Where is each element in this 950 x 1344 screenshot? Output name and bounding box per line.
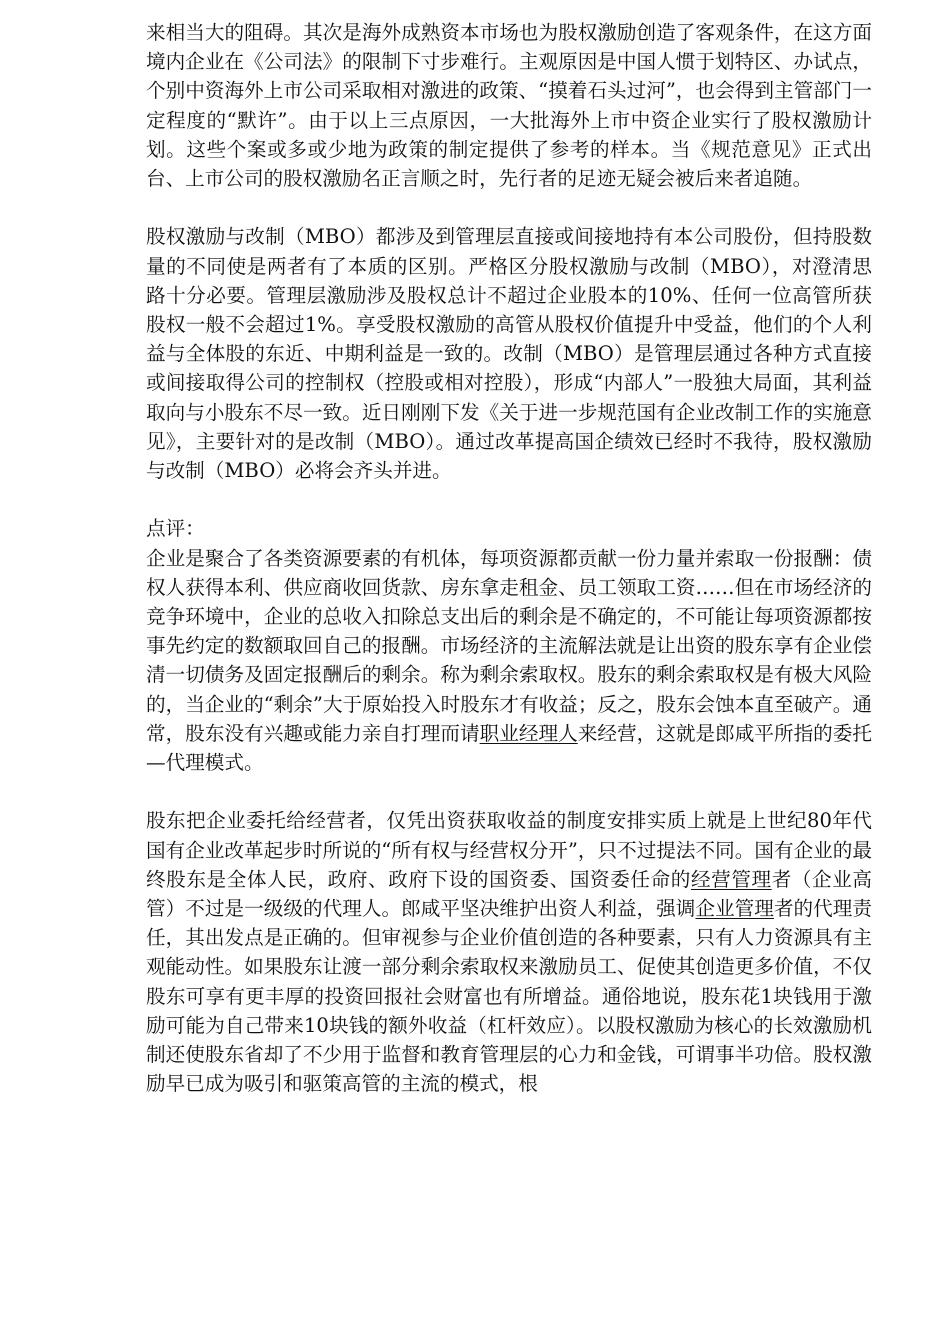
paragraph-text: 股东把企业委托给经营者，仅凭出资获取收益的制度安排实质上就是上世纪80年代国有企业改革起步时所说的“所有权与经营权分开”，只不过提法不同。国有企业的最终股东是全体人民，政府、政府下设的国资委、国资委任命的 [146,809,872,891]
paragraph-text: 来经营，这就是郎咸平所指的委托—代理模式。 [146,721,873,775]
link-business-management[interactable]: 经营管理 [690,867,772,891]
paragraph-text: 者（企业高管）不过是一级级的代理人。郎咸平坚决维护出资人利益，强调 [146,867,873,921]
paragraph-text: 者的代理责任，其出发点是正确的。但审视参与企业价值创造的各种要素，只有人力资源具有主观能动性。如果股东让渡一部分剩余索取权来激励员工、促使其创造更多价值，不仅股东可享有更丰厚的投资回报社会财富也有所增益。通俗地说，股东花1块钱用于激励可能为自己带来10块钱的额外收益（杠杆效应）。以股权激励为核心的长效激励机制还使股东省却了不少用于监督和教育管理层的心力和金钱，可谓事半功倍。股权激励早已成为吸引和驱策高管的主流的模式，根 [146,897,873,1096]
link-enterprise-management[interactable]: 企业管理 [695,897,774,921]
paragraph-ownership-separation [146,806,872,1098]
link-professional-manager[interactable]: 职业经理人 [479,721,578,745]
document-body [146,18,872,1128]
paragraph-text: 企业是聚合了各类资源要素的有机体，每项资源都贡献一份力量并索取一份报酬：债权人获得本利、供应商收回货款、房东拿走租金、员工领取工资……但在市场经济的竞争环境中，企业的总收入扣除总支出后的剩余是不确定的，不可能让每项资源都按事先约定的数额取回自己的报酬。市场经济的主流解法就是让出资的股东享有企业偿清一切债务及固定报酬后的剩余。称为剩余索取权。股东的剩余索取权是有极大风险的，当企业的“剩余”大于原始投入时股东才有收益；反之，股东会蚀本直至破产。通常，股东没有兴趣或能力亲自打理而请 [146,546,872,745]
paragraph-overseas-conditions: 来相当大的阻碍。其次是海外成熟资本市场也为股权激励创造了客观条件，在这方面境内企业在《公司法》的限制下寸步难行。主观原因是中国人惯于划特区、办试点，个别中资海外上市公司采取相对激进的政策、“摸着石头过河”，也会得到主管部门一定程度的“默许”。由于以上三点原因，一大批海外上市中资企业实行了股权激励计划。这些个案或多或少地为政策的制定提供了参考的样本。当《规范意见》正式出台、上市公司的股权激励名正言顺之时，先行者的足迹无疑会被后来者追随。 [146,21,872,191]
review-label: 点评： [146,517,205,541]
paragraph-equity-vs-mbo: 股权激励与改制（MBO）都涉及到管理层直接或间接地持有本公司股份，但持股数量的不同使是两者有了本质的区别。严格区分股权激励与改制（MBO），对澄清思路十分必要。管理层激励涉及股权总计不超过企业股本的10%、任何一位高管所获股权一般不会超过1%。享受股权激励的高管从股权价值提升中受益，他们的个人利益与全体股的东近、中期利益是一致的。改制（MBO）是管理层通过各种方式直接或间接取得公司的控制权（控股或相对控股），形成“内部人”一股独大局面，其利益取向与小股东不尽一致。近日刚刚下发《关于进一步规范国有企业改制工作的实施意见》，主要针对的是改制（MBO）。通过改革提高国企绩效已经时不我待，股权激励与改制（MBO）必将会齐头并进。 [146,225,872,483]
paragraph-review-residual-claim [146,544,872,778]
